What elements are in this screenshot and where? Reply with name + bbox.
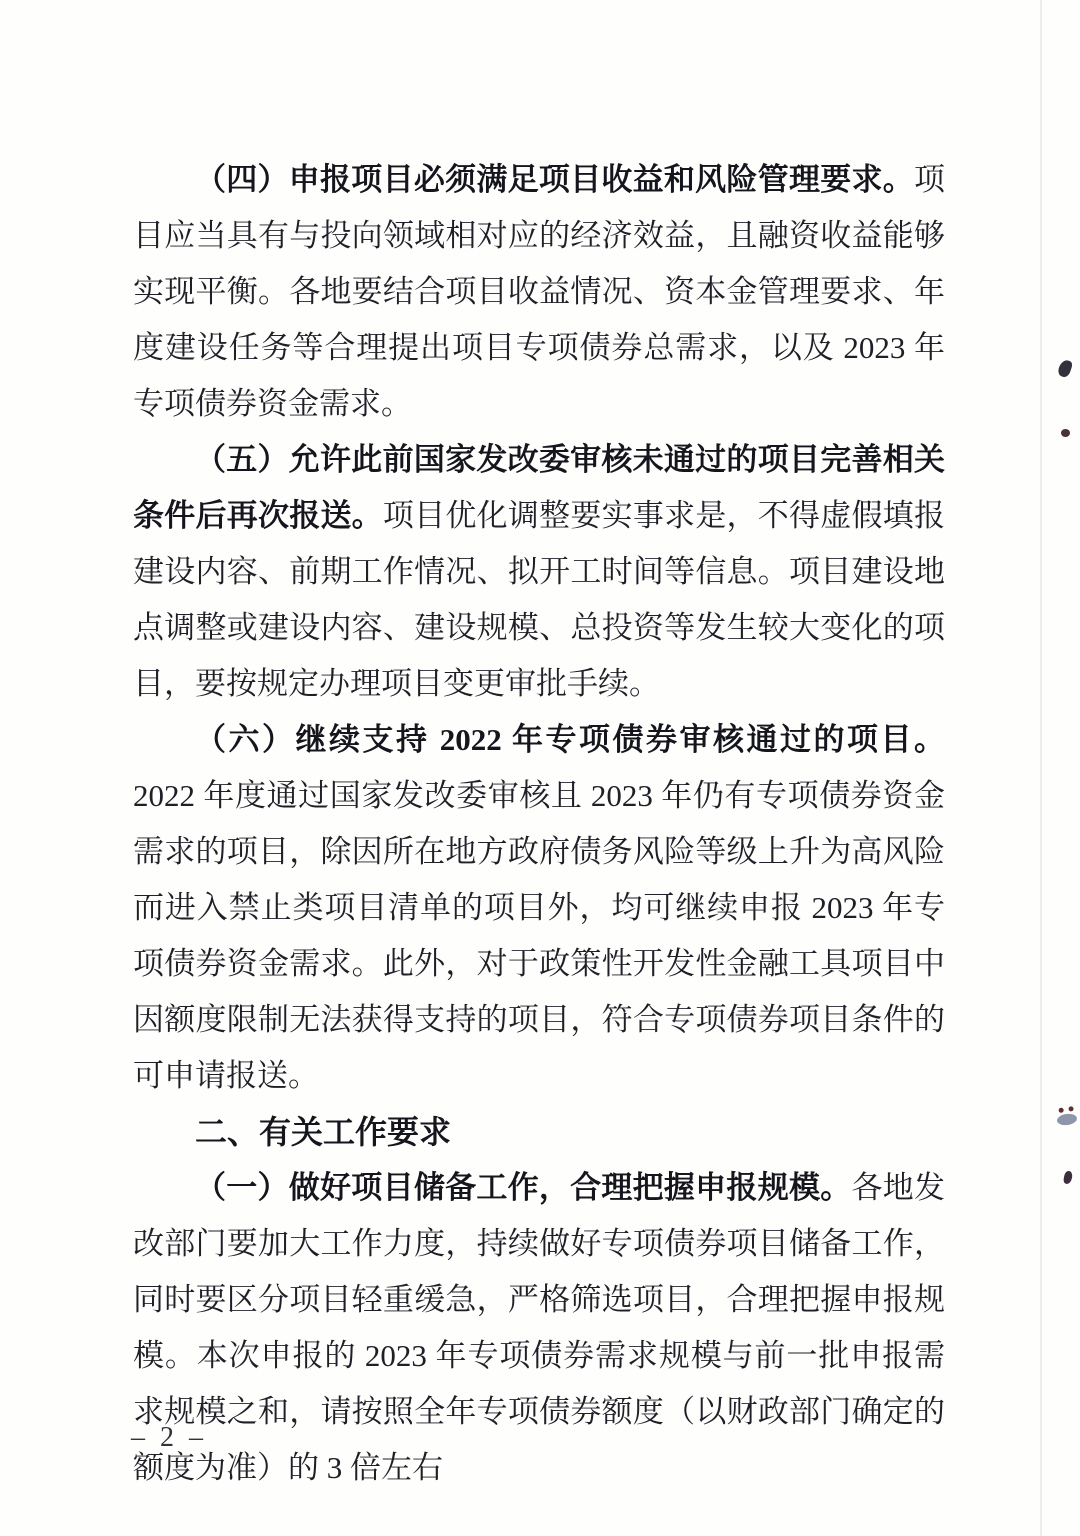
page-number: – 2 –: [131, 1422, 207, 1453]
ink-smudge-3: [1056, 1113, 1077, 1127]
paragraph-item-1-lead: （一）做好项目储备工作，合理把握申报规模。: [195, 1170, 852, 1205]
paragraph-item-6-body: 2022 年度通过国家发改委审核且 2023 年仍有专项债券资金需求的项目，除因所在地方政府债务风险等级上升为高风险而进入禁止类项目清单的项目外，均可继续申报 2023 年专项债券资金需求。此外，对于政策性开发性金融工具项目中因额度限制无法获得支持的项目，符合专项债券项目条件的可申请报送。: [133, 778, 945, 1093]
paragraph-item-5-lead: （五）允许此前国家发改委审核未通过的项目完善相关条件后再次报送。: [133, 442, 945, 533]
paragraph-item-4-lead: （四）申报项目必须满足项目收益和风险管理要求。: [195, 162, 914, 197]
paragraph-item-5: [133, 432, 945, 712]
scan-edge-line: [1040, 0, 1042, 1536]
paragraph-item-4-body: 项目应当具有与投向领域相对应的经济效益，且融资收益能够实现平衡。各地要结合项目收益情况、资本金管理要求、年度建设任务等合理提出项目专项债券总需求，以及 2023 年专项债券资金需求。: [133, 162, 945, 421]
paragraph-item-1: [133, 1160, 945, 1496]
ink-speck-4: [1063, 1170, 1073, 1184]
paragraph-item-6-lead: （六）继续支持 2022 年专项债券审核通过的项目。: [195, 722, 945, 757]
document-content: [133, 152, 945, 1496]
section-heading: 二、有关工作要求: [195, 1114, 452, 1150]
paragraph-item-5-body: 项目优化调整要实事求是，不得虚假填报建设内容、前期工作情况、拟开工时间等信息。项目建设地点调整或建设内容、建设规模、总投资等发生较大变化的项目，要按规定办理项目变更审批手续。: [133, 498, 945, 701]
ink-speck-1: [1057, 359, 1074, 379]
paragraph-item-4: [133, 152, 945, 432]
paragraph-item-6: [133, 712, 945, 1104]
paragraph-item-1-body: 各地发改部门要加大工作力度，持续做好专项债券项目储备工作，同时要区分项目轻重缓急，严格筛选项目，合理把握申报规模。本次申报的 2023 年专项债券需求规模与前一批申报需求规模之和，请按照全年专项债券额度（以财政部门确定的额度为准）的 3 倍左右: [133, 1170, 946, 1485]
ink-speck-2: [1061, 429, 1070, 437]
